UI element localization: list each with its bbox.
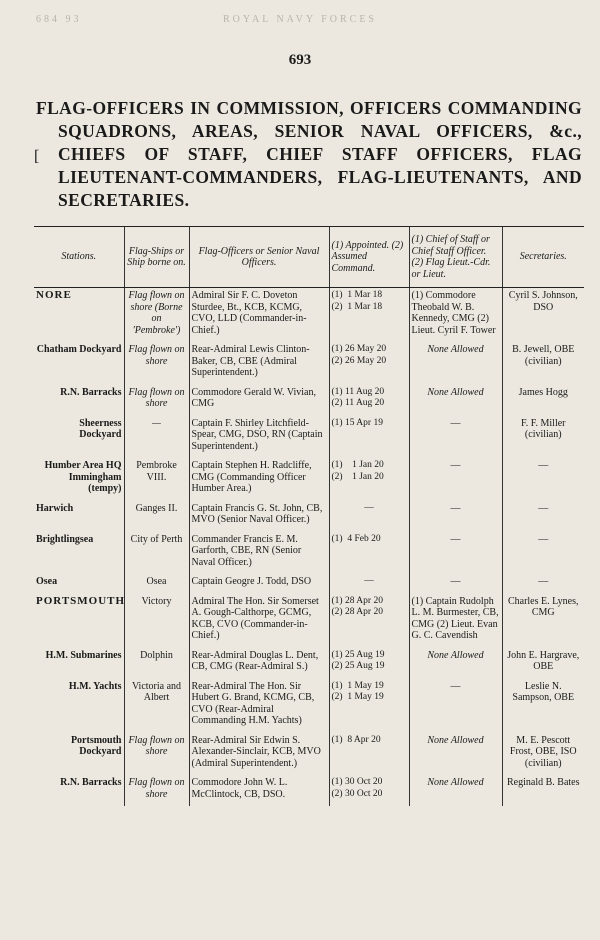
secretary-cell: M. E. Pescott Frost, OBE, ISO (civilian) — [502, 733, 584, 776]
secretary-cell: F. F. Miller (civilian) — [502, 416, 584, 459]
dates-cell: (1) 15 Apr 19 — [329, 416, 409, 459]
ship-cell: Flag flown on shore — [124, 385, 189, 416]
station-cell: Portsmouth Dockyard — [70, 734, 122, 757]
dates-cell: (1) 28 Apr 20 (2) 28 Apr 20 — [329, 594, 409, 648]
dates-cell: (1) 25 Aug 19 (2) 25 Aug 19 — [329, 648, 409, 679]
page-number: 693 — [288, 52, 312, 68]
station-cell: R.N. Barracks — [60, 777, 122, 788]
ship-cell: — — [124, 416, 189, 459]
chief-cell: — — [409, 501, 502, 532]
secretary-cell: Reginald B. Bates — [502, 775, 584, 806]
officer-cell: Commodore John W. L. McClintock, CB, DSO. — [189, 775, 329, 806]
table-row — [34, 288, 584, 343]
chief-cell: None Allowed — [409, 733, 502, 776]
table-row — [34, 501, 584, 532]
officer-cell: Captain Francis G. St. John, CB, MVO (Senior Naval Officer.) — [189, 501, 329, 532]
title-line: SQUADRONS, AREAS, SENIOR NAVAL OFFICERS, &c., — [58, 121, 582, 141]
page-title: [ FLAG-OFFICERS IN COMMISSION, OFFICERS COMMANDING SQUADRONS, AREAS, SENIOR NAVAL OFFICERS, &c., CHIEFS OF STAFF, CHIEF STAFF OFFICERS, FLAG LIEUTENANT-COMMANDERS, FLAG-LIEUTENANTS, AND SECRETARIES. — [34, 98, 582, 210]
secretary-cell: B. Jewell, OBE (civilian) — [502, 342, 584, 385]
officer-cell: Rear-Admiral Sir Edwin S. Alexander-Sinclair, KCB, MVO (Admiral Superintendent.) — [189, 733, 329, 776]
table-row — [34, 594, 584, 648]
secretary-cell: — — [502, 458, 584, 501]
running-head — [0, 14, 600, 25]
chief-cell: — — [409, 458, 502, 501]
chief-cell: None Allowed — [409, 775, 502, 806]
chief-cell: None Allowed — [409, 342, 502, 385]
station-cell: Brightlingsea — [36, 533, 94, 545]
chief-cell: — — [409, 679, 502, 733]
officer-cell: Commodore Gerald W. Vivian, CMG — [189, 385, 329, 416]
ship-cell: Flag flown on shore — [124, 775, 189, 806]
dates-cell: (1) 26 May 20 (2) 26 May 20 — [329, 342, 409, 385]
dates-cell: — — [329, 501, 409, 532]
header-officers: Flag-Officers or Senior Naval Officers. — [189, 227, 329, 288]
dates-cell: (1) 1 Mar 18 (2) 1 Mar 18 — [329, 288, 409, 343]
station-cell: NORE — [36, 289, 72, 301]
dates-cell: (1) 8 Apr 20 — [329, 733, 409, 776]
running-head-left: 684 93 — [36, 14, 82, 25]
table-row — [34, 342, 584, 385]
station-cell: Harwich — [36, 502, 74, 514]
chief-cell: — — [409, 574, 502, 594]
station-cell: Osea — [36, 576, 58, 587]
station-cell: PORTSMOUTH — [36, 594, 126, 607]
chief-cell: (1) Commodore Theobald W. B. Kennedy, CMG (2) Lieut. Cyril F. Tower — [409, 288, 502, 343]
station-cell: R.N. Barracks — [60, 386, 122, 398]
dates-cell: (1) 4 Feb 20 — [329, 532, 409, 575]
secretary-cell: John E. Hargrave, OBE — [502, 648, 584, 679]
table-row — [34, 416, 584, 459]
header-dates: (1) Appointed. (2) Assumed Command. — [329, 227, 409, 288]
header-chiefs: (1) Chief of Staff or Chief Staff Officer. (2) Flag Lieut.-Cdr. or Lieut. — [409, 227, 502, 288]
title-line: CHIEFS OF STAFF, CHIEF STAFF OFFICERS, FLAG — [58, 144, 582, 164]
station-cell: H.M. Submarines — [45, 649, 122, 661]
chief-cell: None Allowed — [409, 648, 502, 679]
officer-cell: Rear-Admiral The Hon. Sir Hubert G. Brand, KCMG, CB, CVO (Rear-Admiral Commanding H.M. Yachts) — [189, 679, 329, 733]
secretary-cell: — — [502, 532, 584, 575]
title-line: SECRETARIES. — [58, 190, 190, 210]
ship-cell: Victoria and Albert — [124, 679, 189, 733]
table-row — [34, 458, 584, 501]
chief-cell: None Allowed — [409, 385, 502, 416]
officer-cell: Rear-Admiral Douglas L. Dent, CB, CMG (Rear-Admiral S.) — [189, 648, 329, 679]
station-cell: H.M. Yachts — [68, 680, 122, 692]
officers-table-container — [34, 226, 584, 806]
header-ships: Flag-Ships or Ship borne on. — [124, 227, 189, 288]
station-cell: Humber Area HQ Immingham (tempy) — [44, 460, 122, 494]
ship-cell: Flag flown on shore — [124, 342, 189, 385]
table-row — [34, 574, 584, 594]
ship-cell: Flag flown on shore (Borne on 'Pembroke') — [124, 288, 189, 343]
dates-cell: (1) 1 May 19 (2) 1 May 19 — [329, 679, 409, 733]
officer-cell: Admiral Sir F. C. Doveton Sturdee, Bt., KCB, KCMG, CVO, LLD (Commander-in-Chief.) — [189, 288, 329, 343]
table-row — [34, 385, 584, 416]
header-secretaries: Secretaries. — [502, 227, 584, 288]
ship-cell: Ganges II. — [124, 501, 189, 532]
table-row — [34, 532, 584, 575]
ship-cell: Dolphin — [124, 648, 189, 679]
header-stations: Stations. — [34, 227, 124, 288]
dates-cell: (1) 1 Jan 20 (2) 1 Jan 20 — [329, 458, 409, 501]
ship-cell: Pembroke VIII. — [124, 458, 189, 501]
secretary-cell: Cyril S. Johnson, DSO — [502, 288, 584, 343]
ship-cell: Osea — [124, 574, 189, 594]
dates-cell: — — [329, 574, 409, 594]
chief-cell: — — [409, 532, 502, 575]
secretary-cell: Leslie N. Sampson, OBE — [502, 679, 584, 733]
chief-cell: — — [409, 416, 502, 459]
ship-cell: City of Perth — [124, 532, 189, 575]
officer-cell: Captain Geogre J. Todd, DSO — [189, 574, 329, 594]
dates-cell: (1) 30 Oct 20 (2) 30 Oct 20 — [329, 775, 409, 806]
chief-cell: (1) Captain Rudolph L. M. Burmester, CB, CMG (2) Lieut. Evan G. C. Cavendish — [409, 594, 502, 648]
station-cell: Sheerness Dockyard — [79, 417, 122, 440]
table-header-row — [34, 227, 584, 288]
officer-cell: Captain F. Shirley Litchfield-Spear, CMG, DSO, RN (Captain Superintendent.) — [189, 416, 329, 459]
table-row — [34, 648, 584, 679]
officer-cell: Admiral The Hon. Sir Somerset A. Gough-Calthorpe, GCMG, KCB, CVO (Commander-in-Chief.) — [189, 594, 329, 648]
officer-cell: Commander Francis E. M. Garforth, CBE, RN (Senior Naval Officer.) — [189, 532, 329, 575]
table-row — [34, 679, 584, 733]
table-row — [34, 775, 584, 806]
secretary-cell: Charles E. Lynes, CMG — [502, 594, 584, 648]
ship-cell: Flag flown on shore — [124, 733, 189, 776]
table-row — [34, 733, 584, 776]
title-line: LIEUTENANT-COMMANDERS, FLAG-LIEUTENANTS, AND — [58, 167, 582, 187]
station-cell: Chatham Dockyard — [36, 344, 122, 355]
secretary-cell: — — [502, 574, 584, 594]
officer-cell: Rear-Admiral Lewis Clinton-Baker, CB, CBE (Admiral Superintendent.) — [189, 342, 329, 385]
ship-cell: Victory — [124, 594, 189, 648]
title-line: FLAG-OFFICERS IN COMMISSION, OFFICERS COMMANDING — [36, 98, 582, 118]
secretary-cell: James Hogg — [502, 385, 584, 416]
dates-cell: (1) 11 Aug 20 (2) 11 Aug 20 — [329, 385, 409, 416]
secretary-cell: — — [502, 501, 584, 532]
officer-cell: Captain Stephen H. Radcliffe, CMG (Commanding Officer Humber Area.) — [189, 458, 329, 501]
running-head-text: ROYAL NAVY FORCES — [223, 14, 377, 25]
officers-table — [34, 226, 584, 806]
